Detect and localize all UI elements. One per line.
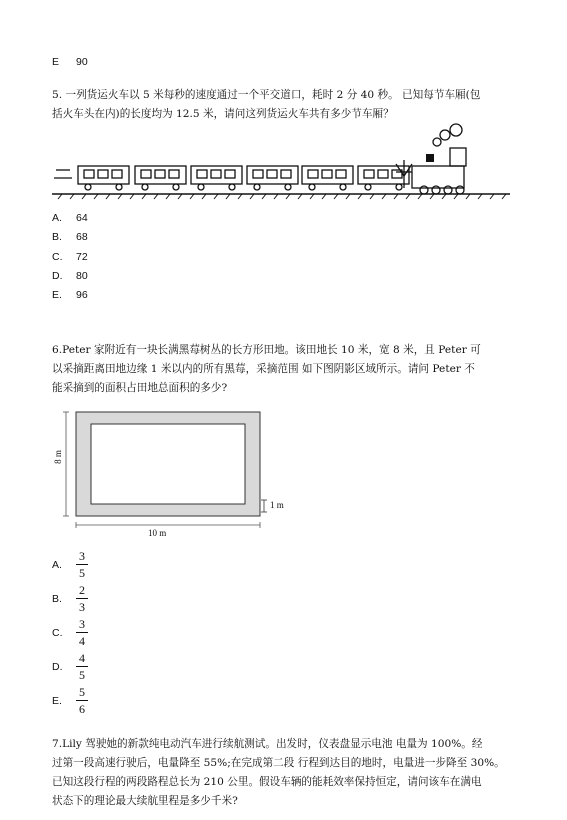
q6-option-b-fraction [76, 583, 88, 614]
q5-option-a [52, 212, 88, 224]
q6-option-d-fraction [76, 651, 88, 682]
question-7-line-1: 7.Lily 驾驶她的新款纯电动汽车进行续航测试。出发时，仪表盘显示电池 电量为 100%。经 [52, 738, 483, 750]
fraction-denominator: 6 [79, 702, 85, 716]
option-value: 90 [76, 56, 88, 68]
option-letter: A. [52, 212, 62, 224]
question-6-line-1: 6.Peter 家附近有一块长满黑莓树丛的长方形田地。该田地长 10 米，宽 8 米，且 Peter 可 [52, 344, 481, 356]
fraction-denominator: 4 [79, 634, 85, 648]
fraction-numerator: 2 [79, 583, 85, 597]
field-diagram [52, 404, 292, 540]
question-5-line-2: 括火车头在内)的长度均为 12.5 米，请问这列货运火车共有多少节车厢？ [52, 108, 394, 120]
q6-option-c-fraction [76, 617, 88, 648]
question-6-line-3: 能采摘到的面积占田地总面积的多少? [52, 382, 228, 394]
option-value: 72 [76, 251, 88, 263]
question-7-line-3: 已知这段行程的两段路程总长为 210 公里。假设车辆的能耗效率保持恒定，请问该车在满电 [52, 776, 482, 788]
width-label: 10 m [148, 528, 167, 538]
question-7-text [52, 735, 522, 811]
q5-option-e [52, 289, 88, 301]
question-5-line-1: 5. 一列货运火车以 5 米每秒的速度通过一个平交道口，耗时 2 分 40 秒。 已知每节车厢(包 [52, 89, 481, 101]
question-6-text [52, 341, 522, 398]
option-value: 80 [76, 270, 88, 282]
field-inner-area [91, 424, 245, 504]
q6-option-a-fraction [76, 549, 88, 580]
fraction-numerator: 4 [79, 651, 85, 665]
option-value: 64 [76, 212, 88, 224]
prev-option-e [52, 56, 88, 68]
height-label: 8 m [53, 450, 63, 464]
q6-option-e-letter: E. [52, 695, 62, 707]
option-letter: E [52, 56, 60, 68]
q6-option-c-letter: C. [52, 627, 63, 639]
fraction-denominator: 5 [79, 566, 85, 580]
question-7-line-2: 过第一段高速行驶后，电量降至 55%;在完成第二段 行程到达目的地时，电量进一步降至 30%。 [52, 757, 505, 769]
q6-option-e-fraction [76, 685, 88, 716]
question-7-line-4: 状态下的理论最大续航里程是多少千米? [52, 795, 238, 807]
option-value: 68 [76, 231, 88, 243]
train-illustration [52, 122, 512, 202]
question-6-line-2: 以采摘距离田地边缘 1 米以内的所有黑莓，采摘范围 如下图阴影区域所示。请问 Peter 不 [52, 363, 475, 375]
q5-option-b [52, 231, 88, 243]
fraction-numerator: 5 [79, 685, 85, 699]
q5-option-c [52, 251, 88, 263]
border-width-label: 1 m [270, 500, 284, 510]
q5-option-d [52, 270, 88, 282]
option-letter: B. [52, 231, 62, 243]
question-5-text [52, 86, 522, 124]
option-value: 96 [76, 289, 88, 301]
q6-option-d-letter: D. [52, 661, 63, 673]
fraction-denominator: 5 [79, 668, 85, 682]
option-letter: C. [52, 251, 63, 263]
option-letter: D. [52, 270, 63, 282]
fraction-numerator: 3 [79, 549, 85, 563]
q6-option-b-letter: B. [52, 593, 62, 605]
option-letter: E. [52, 289, 62, 301]
q6-option-a-letter: A. [52, 559, 62, 571]
fraction-numerator: 3 [79, 617, 85, 631]
fraction-denominator: 3 [79, 600, 85, 614]
